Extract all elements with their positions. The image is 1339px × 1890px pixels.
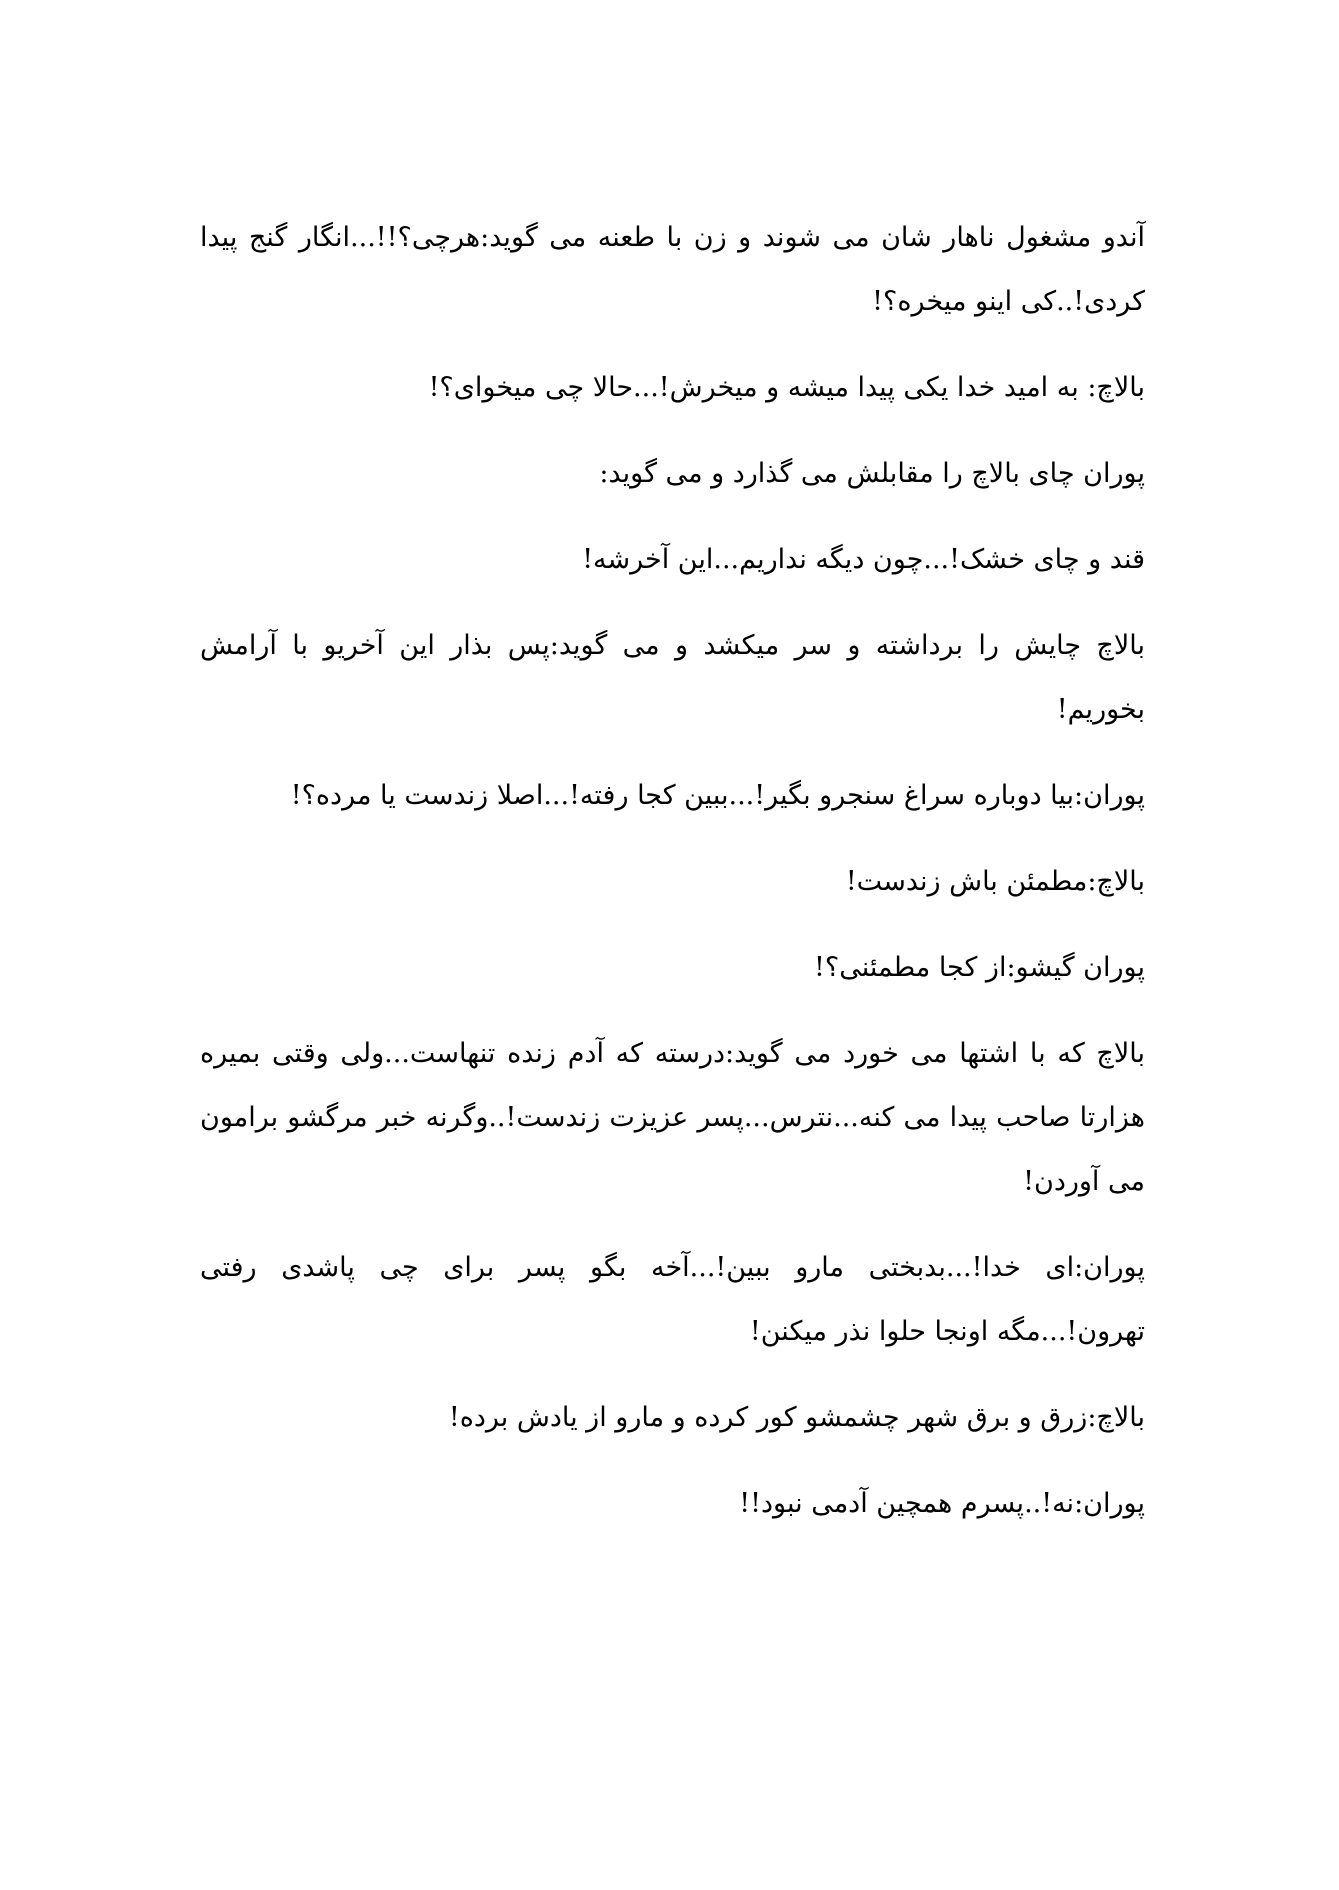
paragraph-7: بالاچ:مطمئن باش زندست! [845, 866, 1145, 897]
paragraph-10: پوران:ای خدا!...بدبختی مارو ببین!...آخه بگو پسر برای چی پاشدی رفتی تهرون!...مگه اونجا حلوا نذر میکنن! [200, 1252, 1145, 1347]
paragraph-5: بالاچ چایش را برداشته و سر میکشد و می گوید:پس بذار این آخریو با آرامش بخوریم! [200, 630, 1145, 725]
page-body-text [200, 206, 1145, 1558]
paragraph-12: پوران:نه!..پسرم همچین آدمی نبود!! [739, 1488, 1145, 1519]
paragraph-3: پوران چای بالاچ را مقابلش می گذارد و می گوید: [599, 458, 1145, 489]
paragraph-6: پوران:بیا دوباره سراغ سنجرو بگیر!...ببین کجا رفته!...اصلا زندست یا مرده؟! [290, 780, 1145, 811]
paragraph-9: بالاچ که با اشتها می خورد می گوید:درسته که آدم زنده تنهاست...ولی وقتی بمیره هزارتا صاحب پیدا می کنه...نترس...پسر عزیزت زندست!..وگرنه خبر مرگشو برامون می آوردن! [200, 1038, 1145, 1197]
paragraph-11: بالاچ:زرق و برق شهر چشمشو کور کرده و مارو از یادش برده! [448, 1402, 1145, 1433]
paragraph-4: قند و چای خشک!...چون دیگه نداریم...این آخرشه! [582, 544, 1145, 575]
paragraph-1: آندو مشغول ناهار شان می شوند و زن با طعنه می گوید:هرچی؟!!...انگار گنج پیدا کردی!..کی اینو میخره؟! [200, 222, 1145, 317]
paragraph-8: پوران گیشو:از کجا مطمئنی؟! [814, 952, 1145, 983]
paragraph-2: بالاچ: به امید خدا یکی پیدا میشه و میخرش!...حالا چی میخوای؟! [428, 372, 1145, 403]
